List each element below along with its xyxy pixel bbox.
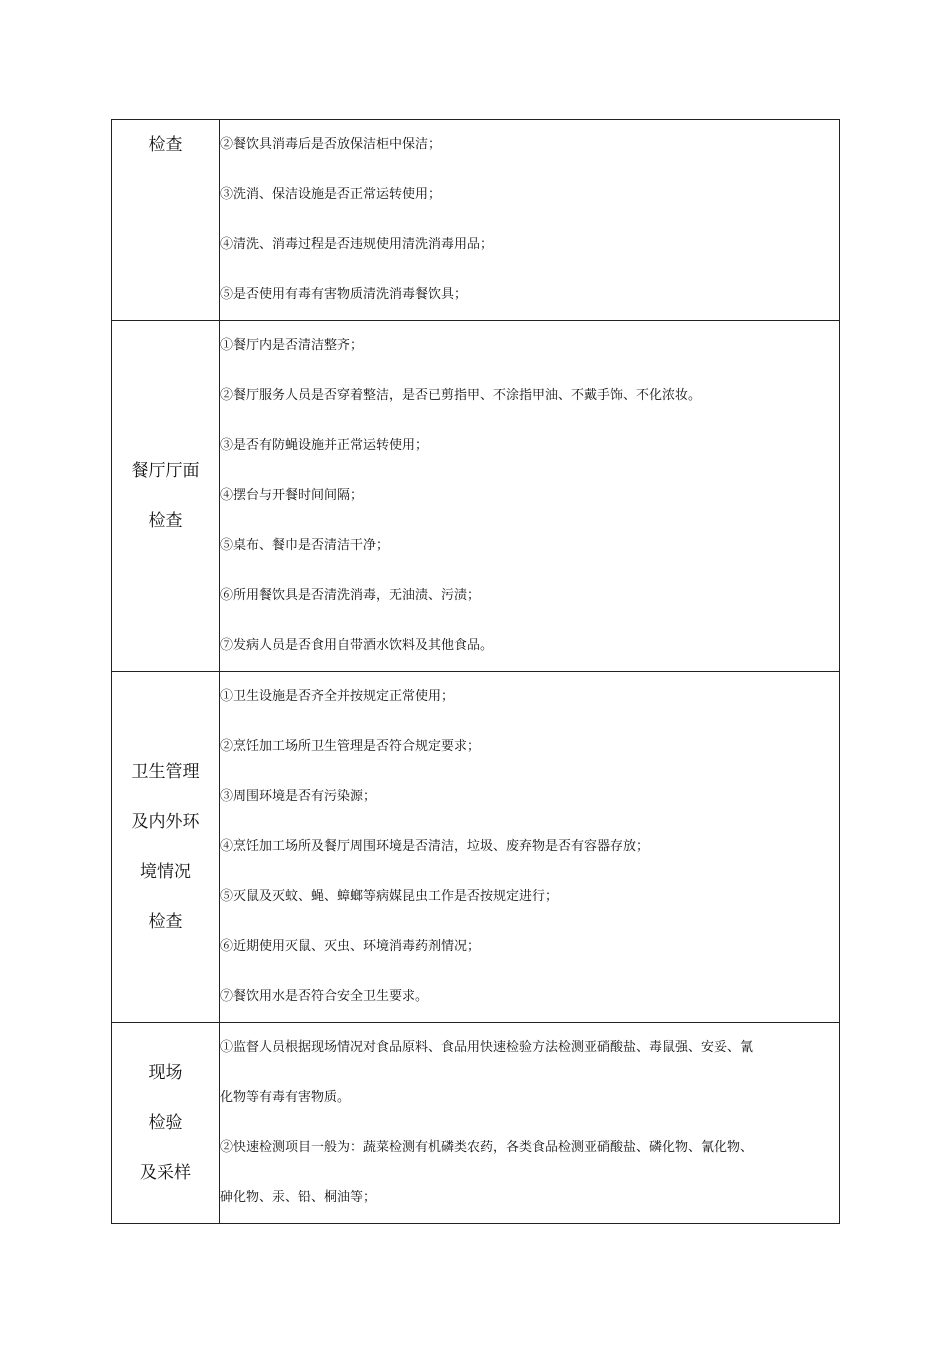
items-cell [220, 1023, 840, 1224]
list-item: ⑦餐饮用水是否符合安全卫生要求。 [220, 989, 429, 1004]
list-item: ④清洗、消毒过程是否违规使用清洗消毒用品； [220, 237, 494, 252]
list-item: ⑥近期使用灭鼠、灭虫、环境消毒药剂情况； [220, 939, 481, 954]
category-cell [112, 1023, 220, 1224]
list-item: ④烹饪加工场所及餐厅周围环境是否清洁，垃圾、废弃物是否有容器存放； [220, 839, 650, 854]
list-item: ④摆台与开餐时间间隔； [220, 488, 364, 503]
list-item: ②餐厅服务人员是否穿着整洁，是否已剪指甲、不涂指甲油、不戴手饰、不化浓妆。 [220, 388, 702, 403]
list-item: ⑤桌布、餐巾是否清洁干净； [220, 538, 390, 553]
category-cell [112, 321, 220, 672]
list-item: ③周围环境是否有污染源； [220, 789, 377, 804]
category-label: 检查 [148, 511, 183, 531]
list-item: ①监督人员根据现场情况对食品原料、食品用快速检验方法检测亚硝酸盐、毒鼠强、安妥、氰化物等有毒有害物质。 [220, 1040, 754, 1105]
category-cell [112, 120, 220, 321]
list-item: ③是否有防蝇设施并正常运转使用； [220, 438, 429, 453]
inspection-checklist-table [111, 119, 840, 1224]
items-cell [220, 321, 840, 672]
category-label: 及采样 [140, 1163, 191, 1183]
category-label: 餐厅厅面 [131, 461, 200, 481]
list-item: ⑥所用餐饮具是否清洗消毒，无油渍、污渍； [220, 588, 481, 603]
table-row [112, 321, 840, 672]
table-row [112, 120, 840, 321]
list-item: ①餐厅内是否清洁整齐； [220, 338, 364, 353]
table-row [112, 672, 840, 1023]
list-item: ⑤灭鼠及灭蚊、蝇、蟑螂等病媒昆虫工作是否按规定进行； [220, 889, 559, 904]
list-item: ③洗消、保洁设施是否正常运转使用； [220, 187, 442, 202]
category-label: 及内外环 [131, 812, 200, 832]
list-item: ①卫生设施是否齐全并按规定正常使用； [220, 689, 455, 704]
items-cell [220, 672, 840, 1023]
list-item: ②快速检测项目一般为：蔬菜检测有机磷类农药，各类食品检测亚硝酸盐、磷化物、氰化物、砷化物、汞、铅、桐油等； [220, 1140, 754, 1205]
table-row [112, 1023, 840, 1224]
category-cell [112, 672, 220, 1023]
items-cell [220, 120, 840, 321]
list-item: ②烹饪加工场所卫生管理是否符合规定要求； [220, 739, 481, 754]
list-item: ②餐饮具消毒后是否放保洁柜中保洁； [220, 137, 442, 152]
category-label: 现场 [148, 1063, 183, 1083]
category-label: 境情况 [140, 862, 191, 882]
category-label: 卫生管理 [131, 762, 200, 782]
category-label: 检查 [148, 912, 183, 932]
category-label: 检查 [148, 135, 183, 155]
list-item: ⑤是否使用有毒有害物质清洗消毒餐饮具； [220, 287, 468, 302]
list-item: ⑦发病人员是否食用自带酒水饮料及其他食品。 [220, 638, 494, 653]
category-label: 检验 [148, 1113, 183, 1133]
